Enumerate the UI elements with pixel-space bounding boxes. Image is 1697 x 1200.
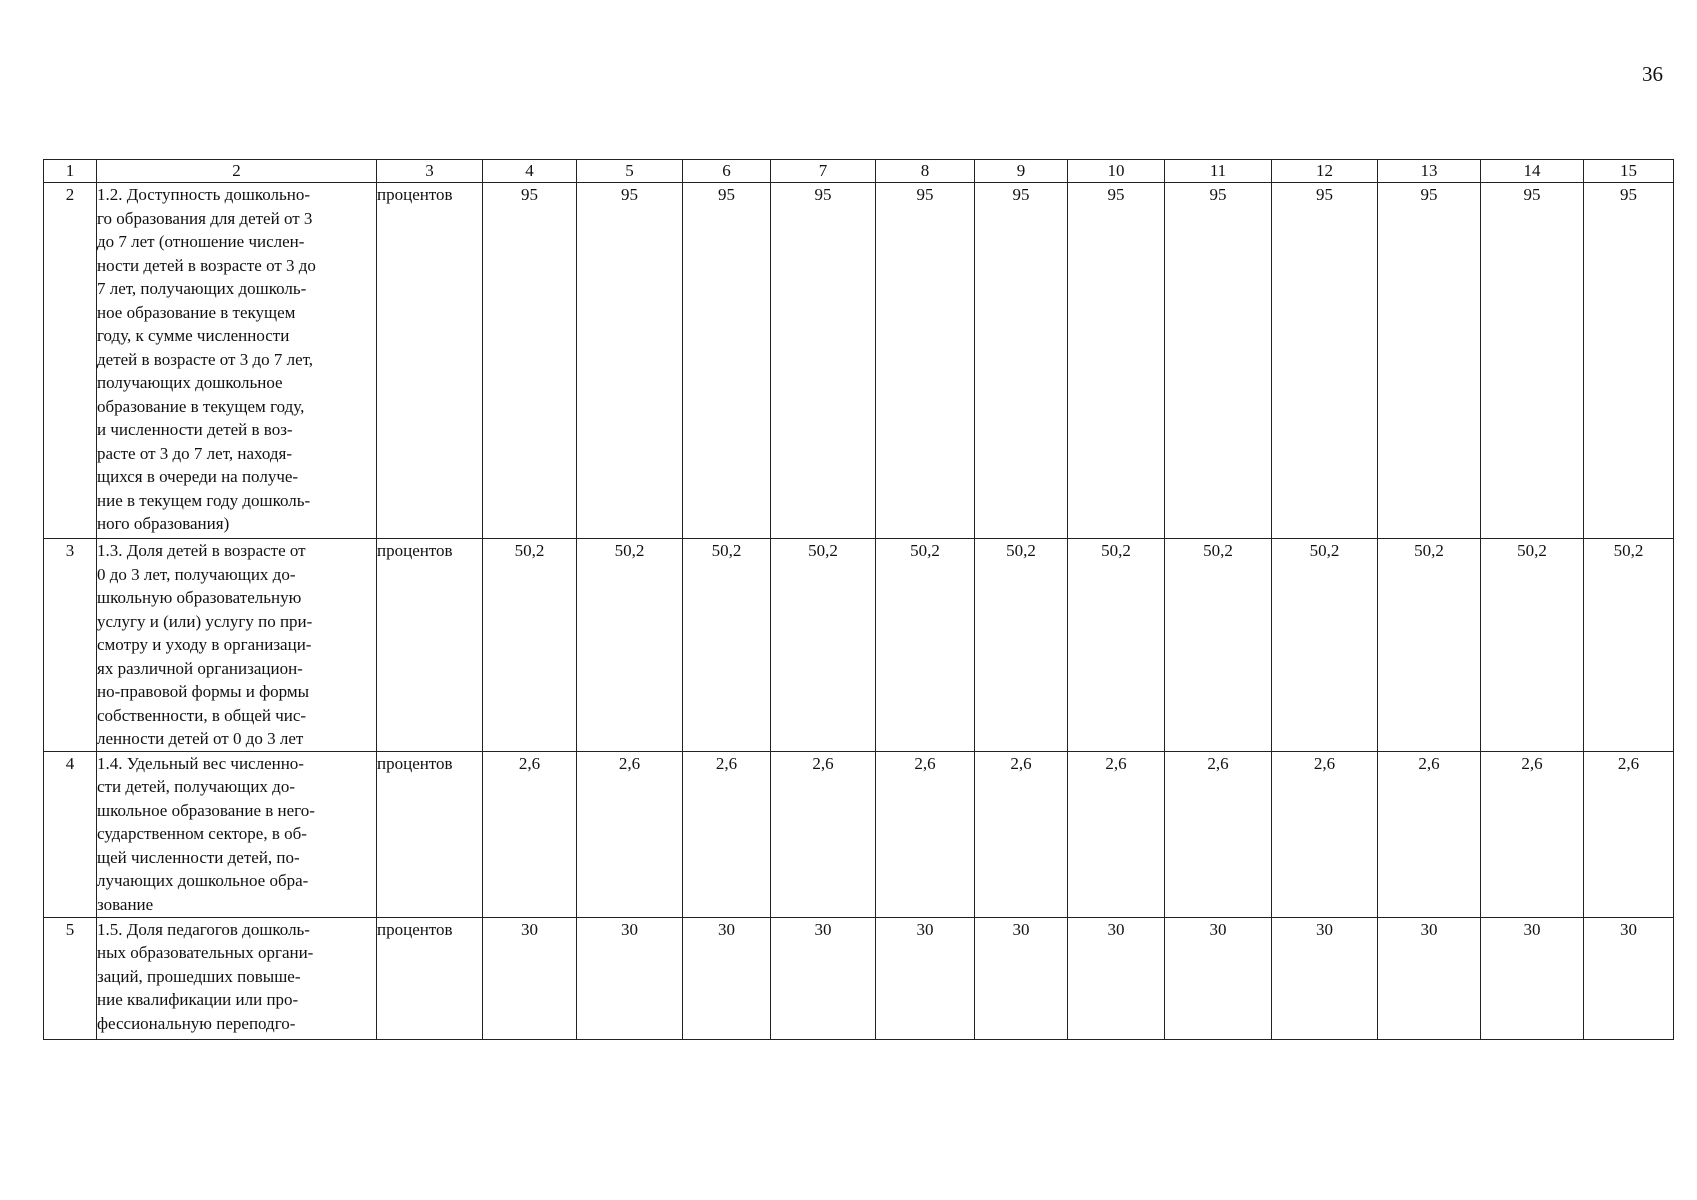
description-line: 0 до 3 лет, получающих до- (97, 564, 296, 584)
value-cell: 95 (1481, 183, 1584, 539)
row-number: 5 (44, 917, 97, 1039)
value-cell: 95 (1378, 183, 1481, 539)
description-line: детей в возрасте от 3 до 7 лет, (97, 349, 314, 369)
description-line: лучающих дошкольное обра- (97, 871, 309, 890)
value-cell: 2,6 (771, 751, 876, 917)
description-line: и численности детей в воз- (97, 420, 293, 439)
description-line: фессиональную переподго- (97, 1013, 296, 1033)
description-line: ного образования) (97, 514, 230, 533)
row-number: 2 (44, 183, 97, 539)
value-cell: 95 (1068, 183, 1165, 539)
description-line: 1.3. Доля детей в возрасте от (97, 541, 306, 560)
value-cell: 95 (975, 183, 1068, 539)
value-cell: 50,2 (683, 539, 771, 752)
column-header: 11 (1165, 160, 1272, 183)
value-cell: 95 (483, 183, 577, 539)
value-cell: 30 (771, 917, 876, 1039)
value-cell: 30 (577, 917, 683, 1039)
column-header: 7 (771, 160, 876, 183)
description-line: ях различной организацион- (97, 658, 303, 678)
value-cell: 30 (683, 917, 771, 1039)
description-line: образование в текущем году, (97, 396, 305, 416)
description-line: собственности, в общей чис- (97, 705, 307, 725)
unit-cell: процентов (377, 539, 483, 752)
table-row (44, 917, 1674, 1039)
value-cell: 50,2 (577, 539, 683, 752)
column-header: 10 (1068, 160, 1165, 183)
description-line: 1.2. Доступность дошкольно- (97, 185, 311, 204)
value-cell: 50,2 (876, 539, 975, 752)
description-line: школьное образование в него- (97, 800, 315, 820)
value-cell: 2,6 (683, 751, 771, 917)
value-cell: 30 (876, 917, 975, 1039)
unit-cell: процентов (377, 917, 483, 1039)
description-line: щихся в очереди на получе- (97, 467, 299, 486)
table-row (44, 751, 1674, 917)
value-cell: 95 (1584, 183, 1674, 539)
description-line: зование (97, 894, 154, 914)
column-header: 2 (97, 160, 377, 183)
indicator-description (97, 751, 377, 917)
description-line: 7 лет, получающих дошколь- (97, 279, 307, 298)
value-cell: 2,6 (1165, 751, 1272, 917)
unit-cell: процентов (377, 183, 483, 539)
value-cell: 30 (1378, 917, 1481, 1039)
value-cell: 95 (771, 183, 876, 539)
value-cell: 2,6 (1272, 751, 1378, 917)
column-header: 12 (1272, 160, 1378, 183)
page-number: 36 (1642, 62, 1663, 86)
description-line: ных образовательных органи- (97, 943, 314, 962)
value-cell: 30 (975, 917, 1068, 1039)
value-cell: 30 (1165, 917, 1272, 1039)
description-line: сти детей, получающих до- (97, 777, 295, 796)
description-line: 1.5. Доля педагогов дошколь- (97, 919, 310, 939)
description-line: ности детей в возрасте от 3 до (97, 255, 316, 275)
description-line: смотру и уходу в организаци- (97, 635, 312, 654)
value-cell: 50,2 (483, 539, 577, 752)
value-cell: 30 (1481, 917, 1584, 1039)
description-line: щей численности детей, по- (97, 847, 300, 867)
description-line: 1.4. Удельный вес численно- (97, 753, 304, 773)
description-line: сударственном секторе, в об- (97, 824, 307, 843)
value-cell: 50,2 (1165, 539, 1272, 752)
description-line: ленности детей от 0 до 3 лет (97, 729, 304, 748)
description-line: получающих дошкольное (97, 373, 283, 392)
description-line: ние в текущем году дошколь- (97, 490, 311, 510)
value-cell: 95 (1165, 183, 1272, 539)
indicator-description (97, 183, 377, 539)
value-cell: 30 (1584, 917, 1674, 1039)
indicator-description (97, 539, 377, 752)
value-cell: 30 (1068, 917, 1165, 1039)
column-header: 1 (44, 160, 97, 183)
column-header: 6 (683, 160, 771, 183)
value-cell: 50,2 (1378, 539, 1481, 752)
value-cell: 50,2 (1481, 539, 1584, 752)
value-cell: 2,6 (577, 751, 683, 917)
table-row (44, 183, 1674, 539)
value-cell: 95 (876, 183, 975, 539)
value-cell: 2,6 (975, 751, 1068, 917)
value-cell: 95 (683, 183, 771, 539)
value-cell: 95 (577, 183, 683, 539)
column-header: 4 (483, 160, 577, 183)
unit-cell: процентов (377, 751, 483, 917)
value-cell: 2,6 (876, 751, 975, 917)
column-header: 14 (1481, 160, 1584, 183)
value-cell: 30 (483, 917, 577, 1039)
value-cell: 50,2 (1272, 539, 1378, 752)
table-row (44, 539, 1674, 752)
value-cell: 50,2 (1068, 539, 1165, 752)
value-cell: 2,6 (1584, 751, 1674, 917)
column-header: 8 (876, 160, 975, 183)
description-line: ние квалификации или про- (97, 990, 299, 1009)
value-cell: 30 (1272, 917, 1378, 1039)
indicator-description (97, 917, 377, 1039)
description-line: услугу и (или) услугу по при- (97, 611, 313, 631)
value-cell: 2,6 (1378, 751, 1481, 917)
value-cell: 2,6 (1068, 751, 1165, 917)
header-row (44, 160, 1674, 183)
value-cell: 50,2 (975, 539, 1068, 752)
column-header: 15 (1584, 160, 1674, 183)
description-line: заций, прошедших повыше- (97, 966, 301, 986)
indicators-table (43, 159, 1674, 1040)
column-header: 5 (577, 160, 683, 183)
column-header: 13 (1378, 160, 1481, 183)
description-line: ное образование в текущем (97, 302, 296, 322)
row-number: 4 (44, 751, 97, 917)
value-cell: 50,2 (1584, 539, 1674, 752)
value-cell: 2,6 (1481, 751, 1584, 917)
description-line: расте от 3 до 7 лет, находя- (97, 443, 292, 463)
description-line: году, к сумме численности (97, 326, 290, 345)
description-line: но-правовой формы и формы (97, 682, 310, 701)
value-cell: 2,6 (483, 751, 577, 917)
row-number: 3 (44, 539, 97, 752)
description-line: го образования для детей от 3 (97, 208, 313, 228)
column-header: 3 (377, 160, 483, 183)
description-line: школьную образовательную (97, 588, 302, 607)
column-header: 9 (975, 160, 1068, 183)
value-cell: 95 (1272, 183, 1378, 539)
description-line: до 7 лет (отношение числен- (97, 232, 305, 251)
value-cell: 50,2 (771, 539, 876, 752)
